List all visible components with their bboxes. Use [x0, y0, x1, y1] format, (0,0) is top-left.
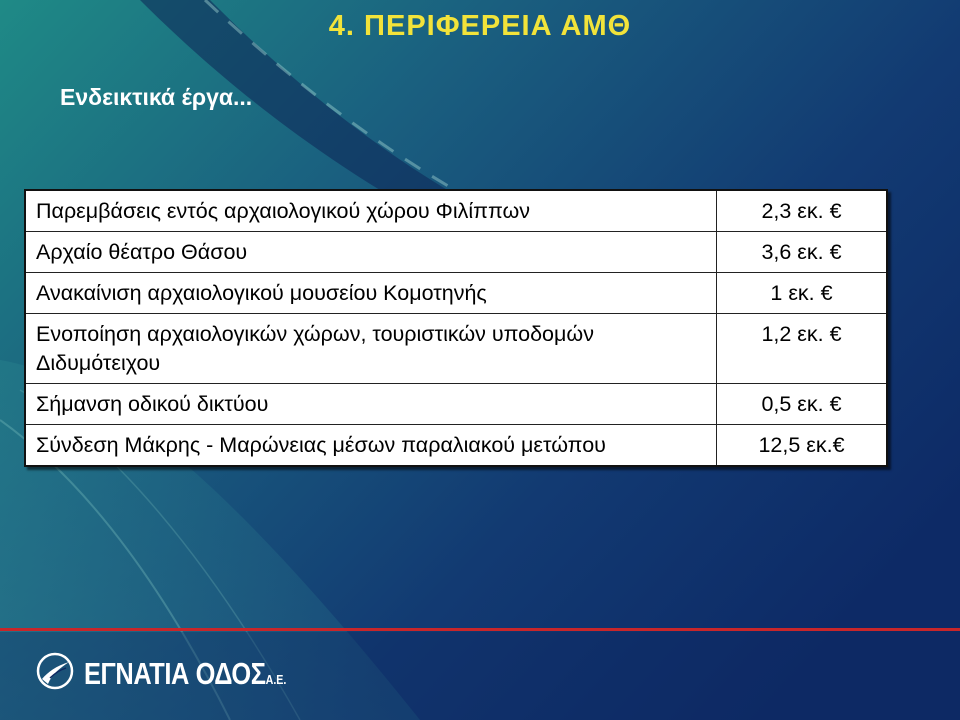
project-cost-cell: 12,5 εκ.€	[717, 425, 888, 467]
project-name-cell: Αρχαίο θέατρο Θάσου	[25, 232, 717, 273]
table-row	[25, 232, 887, 273]
table-row	[25, 384, 887, 425]
table-row	[25, 273, 887, 314]
project-name-cell: Σύνδεση Μάκρης - Μαρώνειας μέσων παραλιακού μετώπου	[25, 425, 717, 467]
project-cost-cell: 0,5 εκ. €	[717, 384, 888, 425]
table-row	[25, 314, 887, 384]
slide-title: 4. ΠΕΡΙΦΕΡΕΙΑ ΑΜΘ	[328, 10, 632, 42]
logo-suffix: Α.Ε.	[265, 672, 287, 687]
project-cost-cell: 1 εκ. €	[717, 273, 888, 314]
egnatia-road-mark-icon	[36, 652, 74, 690]
project-cost-cell: 2,3 εκ. €	[717, 190, 888, 232]
table-row	[25, 190, 887, 232]
project-name-cell: Ανακαίνιση αρχαιολογικού μουσείου Κομοτηνής	[25, 273, 717, 314]
table-row	[25, 425, 887, 467]
company-logo	[36, 652, 306, 698]
logo-text	[84, 656, 286, 692]
project-name-cell: Παρεμβάσεις εντός αρχαιολογικού χώρου Φιλίππων	[25, 190, 717, 232]
slide-subtitle: Ενδεικτικά έργα...	[60, 84, 253, 110]
project-cost-cell: 1,2 εκ. €	[717, 314, 888, 384]
projects-table	[24, 189, 888, 467]
project-cost-cell: 3,6 εκ. €	[717, 232, 888, 273]
logo-wordmark: ΕΓΝΑΤΙΑ ΟΔΟΣ	[84, 656, 266, 691]
footer-divider	[0, 628, 960, 631]
project-name-cell: Σήμανση οδικού δικτύου	[25, 384, 717, 425]
project-name-cell: Ενοποίηση αρχαιολογικών χώρων, τουριστικών υποδομών Διδυμότειχου	[25, 314, 717, 384]
